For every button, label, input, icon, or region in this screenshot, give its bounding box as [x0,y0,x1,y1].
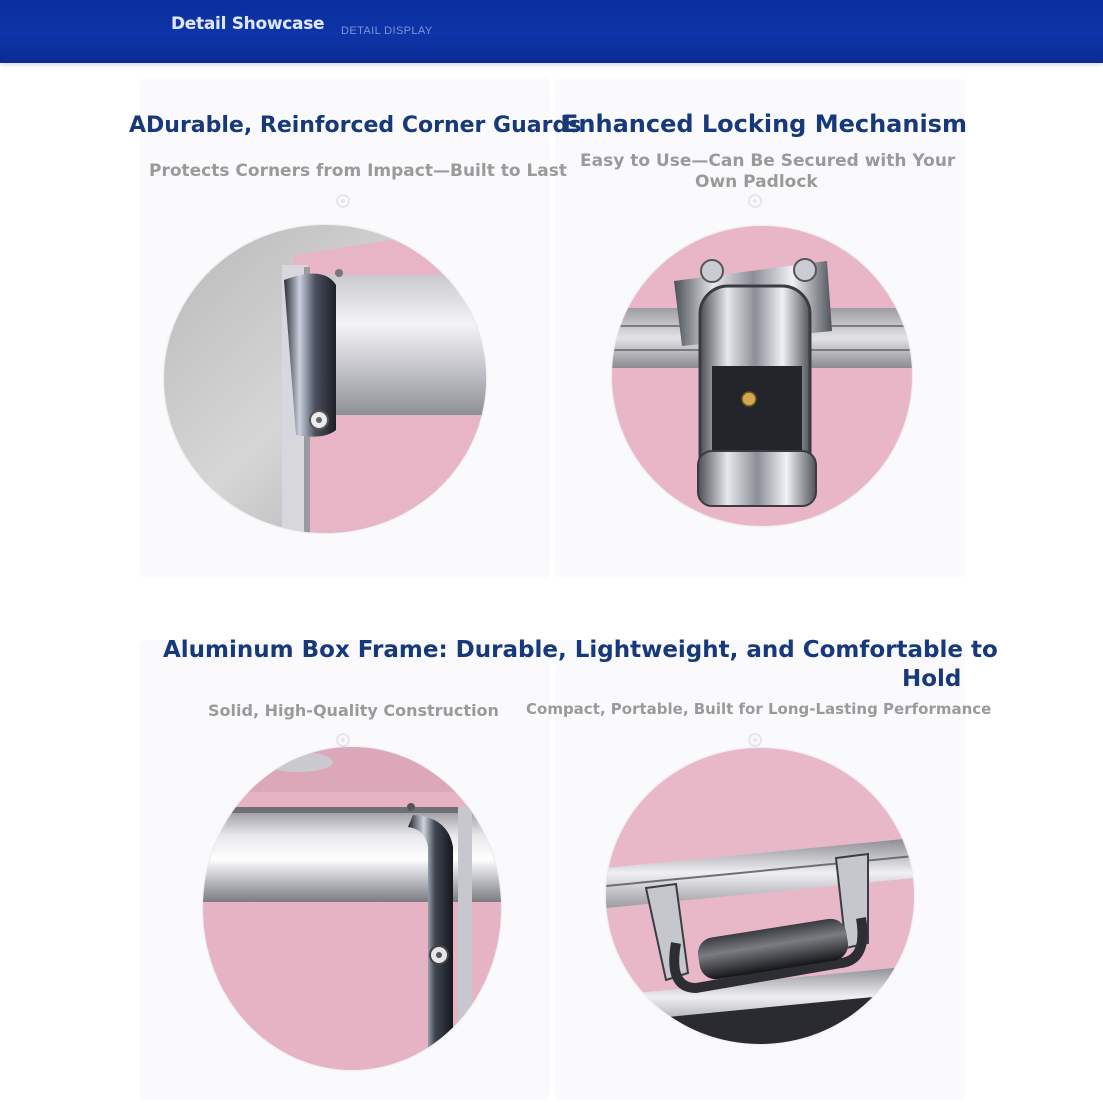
feature-title-locking: Enhanced Locking Mechanism [562,110,967,138]
aluminum-frame-photo [203,747,501,1070]
pin-icon [336,194,350,208]
feature-title-frame-line2: Hold [902,666,962,692]
pin-icon [336,733,350,747]
feature-subtitle-frame: Solid, High-Quality Construction [208,701,499,720]
feature-title-frame-line1: Aluminum Box Frame: Durable, Lightweight, and Comfortable to [163,637,998,663]
pin-icon [748,733,762,747]
corner-guard-photo [164,225,486,533]
feature-subtitle-locking-line1: Easy to Use—Can Be Secured with Your [580,151,956,171]
lock-latch-photo [612,226,912,526]
header-subtitle: DETAIL DISPLAY [341,25,433,37]
header-bar [0,0,1103,63]
feature-subtitle-handle: Compact, Portable, Built for Long-Lasting Performance [526,700,992,718]
handle-photo [606,748,914,1044]
feature-subtitle-corner-guards: Protects Corners from Impact—Built to Last [149,161,568,181]
header-title: Detail Showcase [171,14,325,34]
pin-icon [748,194,762,208]
feature-title-corner-guards: ADurable, Reinforced Corner Guards [129,113,582,138]
feature-subtitle-locking-line2: Own Padlock [695,172,818,192]
